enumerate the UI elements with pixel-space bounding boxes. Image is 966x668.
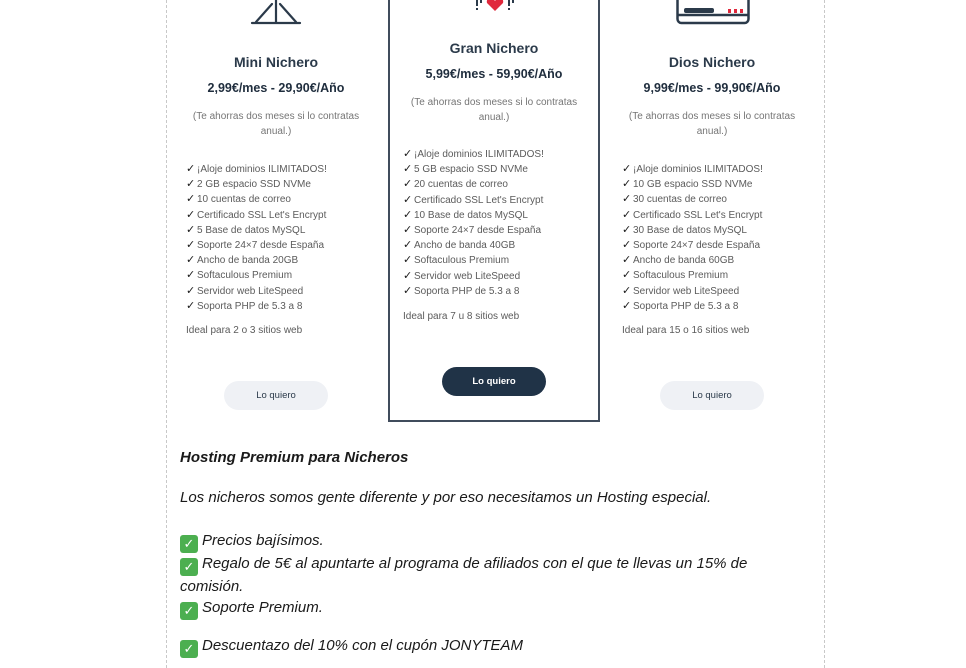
check-mark-button-icon: ✓ [180, 640, 198, 658]
plan-price: 5,99€/mes - 59,90€/Año [425, 67, 563, 81]
feature-item: ✓ Servidor web LiteSpeed [622, 284, 806, 299]
feature-item: ✓ ¡Aloje dominios ILIMITADOS! [186, 162, 370, 177]
check-icon: ✓ [622, 269, 632, 282]
heart-icon [474, 0, 516, 12]
feature-item: ✓ 2 GB espacio SSD NVMe [186, 177, 370, 192]
plan-ideal-text: Ideal para 15 o 16 sitios web [622, 325, 750, 336]
check-icon: ✓ [186, 239, 196, 252]
check-mark-button-icon: ✓ [180, 602, 198, 620]
benefits-list [180, 530, 780, 620]
check-icon: ✓ [403, 178, 413, 191]
benefit-item: ✓ Soporte Premium. [180, 597, 780, 620]
feature-item: ✓ Soporta PHP de 5.3 a 8 [403, 284, 590, 299]
buy-button-gran[interactable]: Lo quiero [442, 367, 546, 396]
check-icon: ✓ [403, 193, 413, 206]
check-mark-button-icon: ✓ [180, 558, 198, 576]
check-icon: ✓ [186, 193, 196, 206]
feature-item: ✓ Certificado SSL Let's Encrypt [186, 208, 370, 223]
plan-price: 9,99€/mes - 99,90€/Año [643, 81, 781, 95]
check-icon: ✓ [622, 254, 632, 267]
check-icon: ✓ [622, 163, 632, 175]
plan-name: Dios Nichero [668, 54, 756, 70]
check-icon: ✓ [403, 254, 413, 267]
check-icon: ✓ [403, 269, 413, 282]
check-icon: ✓ [622, 178, 632, 191]
server-icon [676, 0, 750, 26]
feature-list [186, 162, 370, 314]
check-icon: ✓ [403, 148, 413, 160]
plan-name: Gran Nichero [449, 40, 539, 56]
plan-ideal-text: Ideal para 7 u 8 sitios web [403, 311, 520, 322]
check-icon: ✓ [186, 299, 196, 312]
feature-item: ✓ Softaculous Premium [622, 268, 806, 283]
check-icon: ✓ [186, 208, 196, 221]
feature-item: ✓ Ancho de banda 40GB [403, 238, 590, 253]
check-icon: ✓ [622, 284, 632, 297]
feature-item: ✓ 30 cuentas de correo [622, 192, 806, 207]
feature-item: ✓ 5 Base de datos MySQL [186, 223, 370, 238]
check-icon: ✓ [622, 223, 632, 236]
check-icon: ✓ [403, 224, 413, 237]
benefit-item: ✓ Regalo de 5€ al apuntarte al programa de afiliados con el que te llevas un 15% de comisión. [180, 555, 748, 595]
feature-item: ✓ 20 cuentas de correo [403, 177, 590, 192]
feature-item: ✓ ¡Aloje dominios ILIMITADOS! [622, 162, 806, 177]
feature-item: ✓ Ancho de banda 60GB [622, 253, 806, 268]
feature-list [622, 162, 806, 314]
benefit-item: ✓ Precios bajísimos. [180, 530, 780, 553]
antenna-tower-icon [250, 0, 302, 26]
feature-item: ✓ Servidor web LiteSpeed [403, 269, 590, 284]
check-icon: ✓ [186, 254, 196, 267]
check-icon: ✓ [622, 208, 632, 221]
check-mark-button-icon: ✓ [180, 535, 198, 553]
plan-ideal-text: Ideal para 2 o 3 sitios web [186, 325, 303, 336]
plan-name: Mini Nichero [233, 54, 318, 70]
feature-item: ✓ Ancho de banda 20GB [186, 253, 370, 268]
intro-paragraph: Los nicheros somos gente diferente y por eso necesitamos un Hosting especial. [180, 489, 712, 506]
check-icon: ✓ [186, 284, 196, 297]
check-icon: ✓ [403, 239, 413, 252]
feature-item: ✓ Soporta PHP de 5.3 a 8 [622, 299, 806, 314]
check-icon: ✓ [186, 178, 196, 191]
feature-item: ✓ 30 Base de datos MySQL [622, 223, 806, 238]
buy-button-dios[interactable]: Lo quiero [660, 381, 764, 410]
plan-note: (Te ahorras dos meses si lo contratas anual.) [628, 111, 796, 137]
feature-item: ✓ 5 GB espacio SSD NVMe [403, 162, 590, 177]
feature-item: ✓ Servidor web LiteSpeed [186, 284, 370, 299]
feature-item: ✓ 10 Base de datos MySQL [403, 208, 590, 223]
check-icon: ✓ [403, 284, 413, 297]
feature-item: ✓ 10 cuentas de correo [186, 192, 370, 207]
check-icon: ✓ [622, 239, 632, 252]
feature-item: ✓ ¡Aloje dominios ILIMITADOS! [403, 147, 590, 162]
feature-item: ✓ Softaculous Premium [186, 268, 370, 283]
plan-card-gran [388, 0, 600, 422]
check-icon: ✓ [186, 163, 196, 175]
feature-item: ✓ 10 GB espacio SSD NVMe [622, 177, 806, 192]
check-icon: ✓ [186, 223, 196, 236]
feature-item: ✓ Soporte 24×7 desde España [186, 238, 370, 253]
plan-note: (Te ahorras dos meses si lo contratas anual.) [192, 111, 360, 137]
feature-item: ✓ Certificado SSL Let's Encrypt [403, 193, 590, 208]
buy-button-mini[interactable]: Lo quiero [224, 381, 328, 410]
check-icon: ✓ [403, 163, 413, 176]
feature-item: ✓ Certificado SSL Let's Encrypt [622, 208, 806, 223]
discount-line: ✓ Descuentazo del 10% con el cupón JONYTEAM [180, 635, 523, 658]
section-title: Hosting Premium para Nicheros [180, 449, 409, 466]
feature-item: ✓ Soporte 24×7 desde España [403, 223, 590, 238]
check-icon: ✓ [403, 208, 413, 221]
plan-price: 2,99€/mes - 29,90€/Año [207, 81, 345, 95]
check-icon: ✓ [622, 299, 632, 312]
feature-item: ✓ Soporte 24×7 desde España [622, 238, 806, 253]
feature-item: ✓ Softaculous Premium [403, 253, 590, 268]
check-icon: ✓ [622, 193, 632, 206]
feature-list [403, 147, 590, 299]
plan-note: (Te ahorras dos meses si lo contratas anual.) [410, 97, 578, 123]
check-icon: ✓ [186, 269, 196, 282]
feature-item: ✓ Soporta PHP de 5.3 a 8 [186, 299, 370, 314]
